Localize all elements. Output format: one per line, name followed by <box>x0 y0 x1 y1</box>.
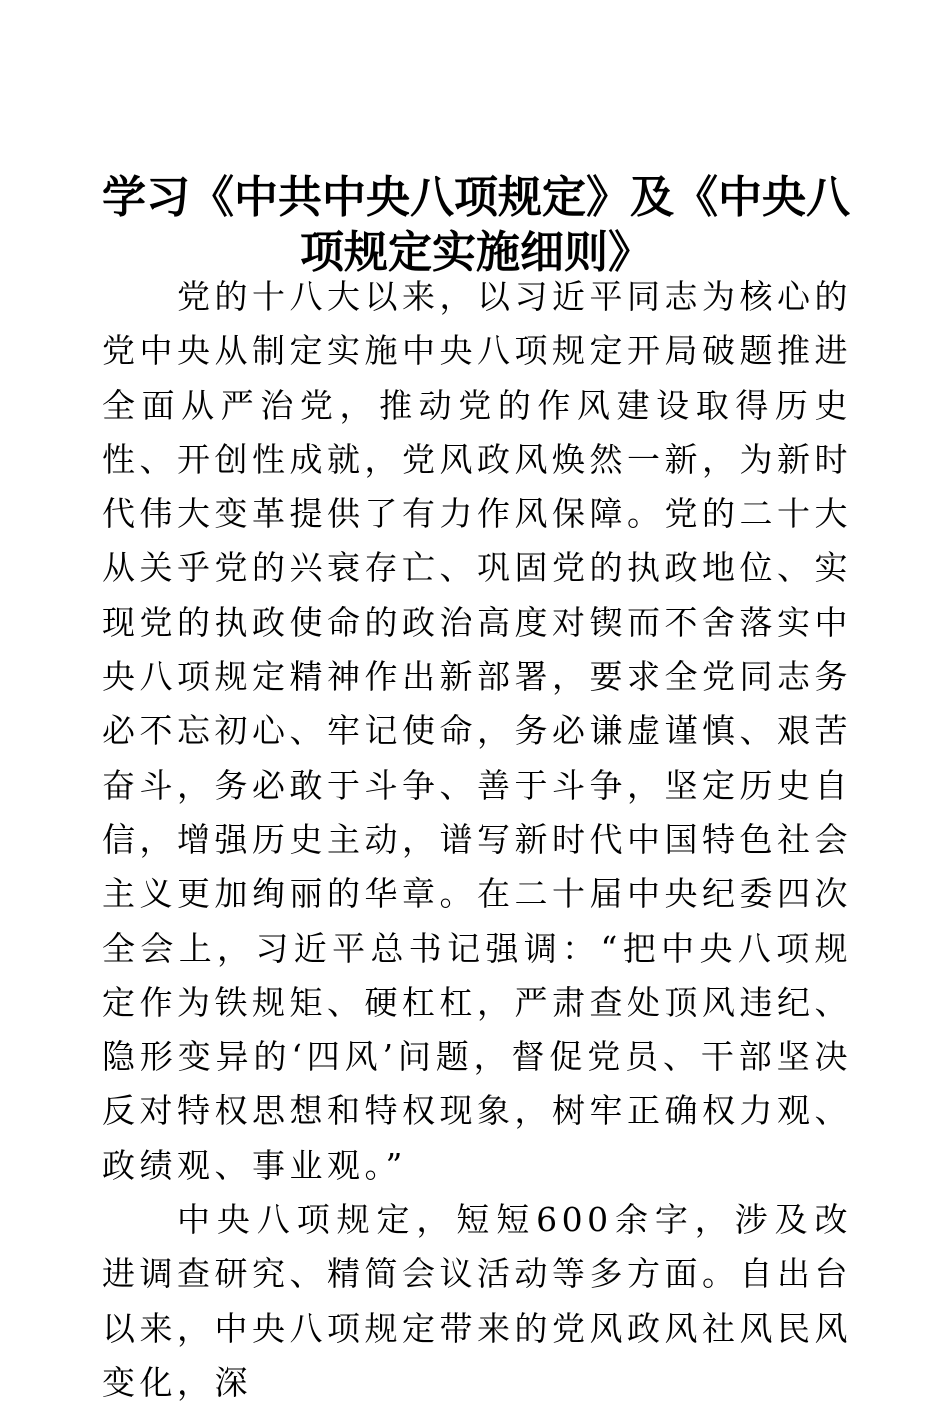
document-title: 学习《中共中央八项规定》及《中央八项规定实施细则》 <box>102 172 850 278</box>
paragraph-2: 中央八项规定，短短600余字，涉及改进调查研究、精简会议活动等多方面。自出台以来，中央八项规定带来的党风政风社风民风变化，深 <box>102 1200 852 1402</box>
paragraph-1: 党的十八大以来，以习近平同志为核心的党中央从制定实施中央八项规定开局破题推进全面从严治党，推动党的作风建设取得历史性、开创性成就，党风政风焕然一新，为新时代伟大变革提供了有力作风保障。党的二十大从关乎党的兴衰存亡、巩固党的执政地位、实现党的执政使命的政治高度对锲而不舍落实中央八项规定精神作出新部署，要求全党同志务必不忘初心、牢记使命，务必谦虚谨慎、艰苦奋斗，务必敢于斗争、善于斗争，坚定历史自信，增强历史主动，谱写新时代中国特色社会主义更加绚丽的华章。在二十届中央纪委四次全会上，习近平总书记强调：“把中央八项规定作为铁规矩、硬杠杠，严肃查处顶风违纪、隐形变异的‘四风’问题，督促党员、干部坚决反对特权思想和特权现象，树牢正确权力观、政绩观、事业观。” <box>102 277 852 1185</box>
document-body <box>102 270 852 1410</box>
